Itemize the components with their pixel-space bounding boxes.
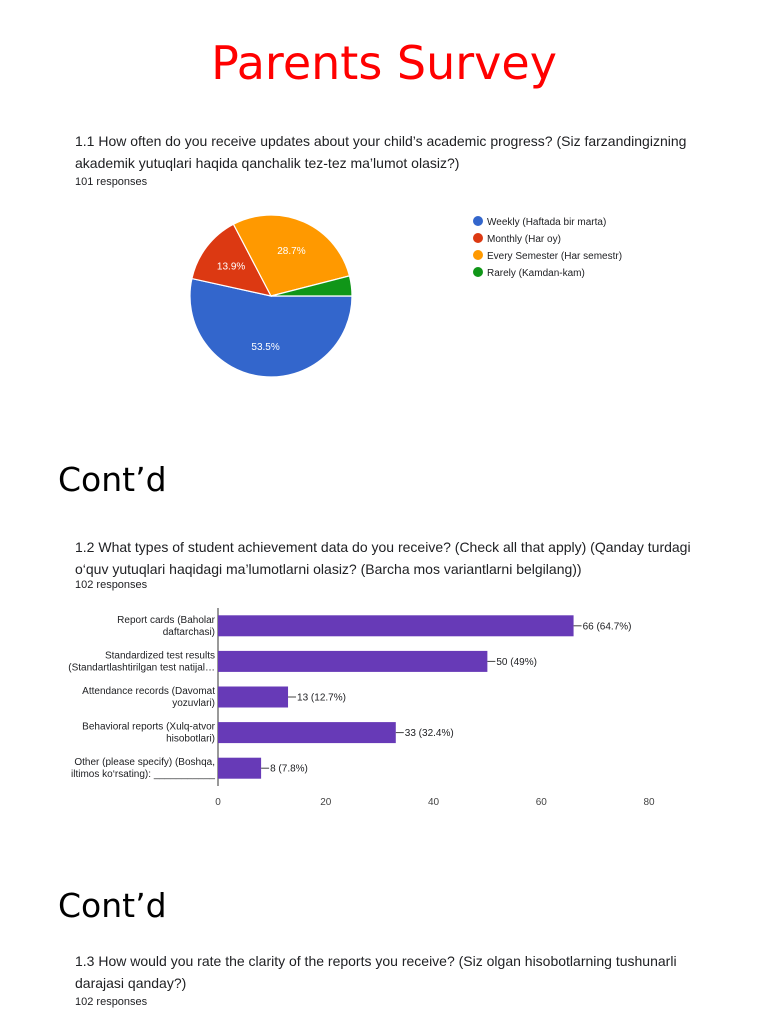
bar-3 xyxy=(218,722,396,743)
x-tick-label-1: 20 xyxy=(320,797,332,808)
responses-count-1: 101 responses xyxy=(75,176,148,188)
bar-chart xyxy=(50,600,710,815)
x-tick-label-2: 40 xyxy=(427,797,440,808)
bar-4 xyxy=(218,758,261,779)
bar-data-label-3: 33 (32.4%) xyxy=(404,728,454,740)
question-1-1: 1.1 How often do you receive updates about your child’s academic progress? (Siz farzandingizning akademik yutuqlari haqida qanchalik tez-tez ma’lumot olasiz?) xyxy=(75,133,687,171)
bar-data-label-1: 50 (49%) xyxy=(496,656,537,668)
category-label-1-1: (Standartlashtirilgan test natijal… xyxy=(68,662,215,674)
category-label-4-1: iltimos ko‘rsating): ___________ xyxy=(71,769,215,781)
legend-label-2: Every Semester (Har semestr) xyxy=(487,251,623,262)
pie-data-label-2: 28.7% xyxy=(277,246,306,258)
x-tick-label-0: 0 xyxy=(215,797,221,808)
pie-chart xyxy=(60,200,700,400)
responses-count-2: 102 responses xyxy=(75,579,148,591)
x-tick-label-4: 80 xyxy=(643,797,655,808)
bar-0 xyxy=(218,615,574,636)
category-label-2-0: Attendance records (Davomat xyxy=(82,686,215,697)
bar-data-label-0: 66 (64.7%) xyxy=(582,621,632,633)
bar-data-label-2: 13 (12.7%) xyxy=(297,692,346,704)
question-1-3: 1.3 How would you rate the clarity of the reports you receive? (Siz olgan hisobotlarning tushunarli darajasi qanday?) xyxy=(75,953,677,991)
question-1-2: 1.2 What types of student achievement data do you receive? (Check all that apply) (Qanday turdagi o‘quv yutuqlari haqidagi ma’lumotlarni olasiz? (Barcha mos variantlarni belgilang)) xyxy=(75,539,691,577)
legend-label-1: Monthly (Har oy) xyxy=(487,234,561,245)
legend-swatch-3 xyxy=(473,267,483,277)
responses-count-3: 102 responses xyxy=(75,996,148,1008)
bar-data-label-4: 8 (7.8%) xyxy=(270,763,308,775)
pie-data-label-0: 53.5% xyxy=(251,341,280,353)
category-label-4-0: Other (please specify) (Boshqa, xyxy=(74,757,215,769)
category-label-2-1: yozuvlari) xyxy=(172,698,215,709)
category-label-3-0: Behavioral reports (Xulq-atvor xyxy=(82,721,215,733)
category-label-3-1: hisobotlari) xyxy=(166,733,215,745)
legend-swatch-0 xyxy=(473,216,483,226)
page-title: Parents Survey xyxy=(211,36,557,90)
legend-swatch-1 xyxy=(473,233,483,243)
contd-heading-1: Cont’d xyxy=(58,460,167,499)
bar-2 xyxy=(218,687,288,708)
legend-label-0: Weekly (Haftada bir marta) xyxy=(487,217,607,228)
category-label-0-1: daftarchasi) xyxy=(162,626,215,638)
legend-label-3: Rarely (Kamdan-kam) xyxy=(487,268,585,279)
pie-data-label-1: 13.9% xyxy=(216,261,246,273)
category-label-1-0: Standardized test results xyxy=(104,650,215,662)
contd-heading-2: Cont’d xyxy=(58,886,167,925)
x-tick-label-3: 60 xyxy=(535,797,547,808)
legend-swatch-2 xyxy=(473,250,483,260)
bar-1 xyxy=(218,651,487,672)
category-label-0-0: Report cards (Baholar xyxy=(117,614,215,626)
